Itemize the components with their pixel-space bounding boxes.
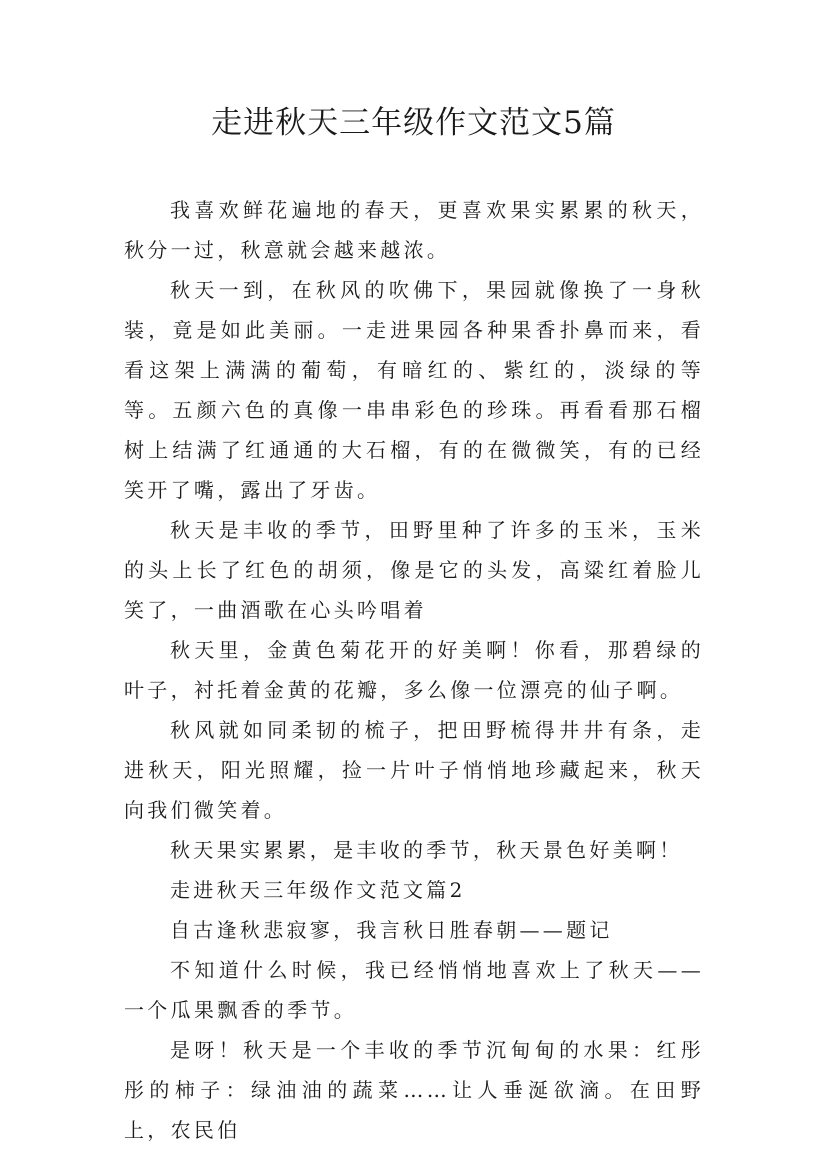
paragraph: 是呀！秋天是一个丰收的季节沉甸甸的水果：红彤彤的柿子：绿油油的蔬菜……让人垂涎欲滴。在田野上，农民伯 (124, 1038, 704, 1142)
paragraph: 秋天果实累累，是丰收的季节，秋天景色好美啊！ (170, 838, 683, 862)
paragraph: 秋风就如同柔韧的梳子，把田野梳得井井有条，走进秋天，阳光照耀，捡一片叶子悄悄地珍藏起来，秋天向我们微笑着。 (124, 718, 704, 822)
epigraph: 自古逢秋悲寂寥，我言秋日胜春朝——题记 (170, 918, 613, 942)
paragraph: 秋天里，金黄色菊花开的好美啊！你看，那碧绿的叶子，衬托着金黄的花瓣，多么像一位漂亮的仙子啊。 (124, 638, 704, 702)
document-title: 走进秋天三年级作文范文5篇 (211, 105, 616, 141)
paragraph: 秋天是丰收的季节，田野里种了许多的玉米，玉米的头上长了红色的胡须，像是它的头发，高粱红着脸儿笑了，一曲酒歌在心头吟唱着 (124, 518, 704, 622)
section-heading: 走进秋天三年级作文范文篇2 (170, 878, 466, 902)
paragraph: 我喜欢鲜花遍地的春天，更喜欢果实累累的秋天，秋分一过，秋意就会越来越浓。 (124, 198, 704, 262)
document-body (124, 190, 704, 1150)
paragraph: 不知道什么时候，我已经悄悄地喜欢上了秋天——一个瓜果飘香的季节。 (124, 958, 704, 1022)
paragraph: 秋天一到，在秋风的吹佛下，果园就像换了一身秋装，竟是如此美丽。一走进果园各种果香扑鼻而来，看看这架上满满的葡萄，有暗红的、紫红的，淡绿的等等。五颜六色的真像一串串彩色的珍珠。再看看那石榴树上结满了红通通的大石榴，有的在微微笑，有的已经笑开了嘴，露出了牙齿。 (124, 278, 704, 502)
